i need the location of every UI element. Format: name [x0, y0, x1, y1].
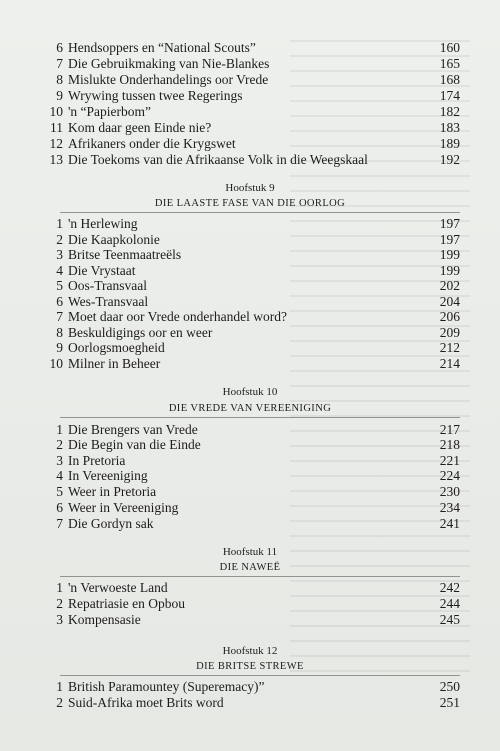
- toc-entry: [40, 136, 460, 152]
- section-divider: [60, 576, 460, 577]
- toc-entry: [40, 422, 460, 438]
- toc-entry: [40, 453, 460, 469]
- entry-page-number: 202: [439, 278, 460, 293]
- entry-title: Moet daar oor Vrede onderhandel word?: [68, 309, 287, 324]
- toc-entry: [40, 88, 460, 104]
- toc-entry: [40, 216, 460, 232]
- entry-title: Die Gebruikmaking van Nie-Blankes: [68, 56, 270, 71]
- entry-page-number: 241: [439, 516, 460, 531]
- entry-page-number: 224: [439, 468, 460, 483]
- chapter-label: Hoofstuk 9: [225, 182, 275, 194]
- entry-page-number: 197: [439, 232, 460, 247]
- entry-page-number: 212: [439, 340, 460, 355]
- toc-entry: [40, 104, 460, 120]
- entry-title: British Paramountey (Superemacy)”: [68, 679, 265, 694]
- entry-number: 5: [56, 484, 63, 499]
- entry-page-number: 214: [439, 356, 460, 371]
- entry-page-number: 234: [439, 500, 460, 515]
- toc-entry: [40, 356, 460, 372]
- toc-entry: [40, 152, 460, 168]
- entry-page-number: 244: [439, 596, 460, 611]
- entry-title: In Pretoria: [68, 453, 126, 468]
- toc-entry: [40, 294, 460, 310]
- entry-number: 2: [56, 232, 63, 247]
- entry-number: 2: [56, 695, 63, 710]
- entry-page-number: 221: [439, 453, 460, 468]
- toc-entry: [40, 120, 460, 136]
- entry-title: Oorlogsmoegheid: [68, 340, 165, 355]
- entry-number: 7: [56, 56, 63, 71]
- entry-page-number: 199: [439, 247, 460, 262]
- entry-number: 1: [56, 580, 63, 595]
- toc-entry: [40, 437, 460, 453]
- section-divider: [60, 675, 460, 676]
- toc-entry: [40, 484, 460, 500]
- entry-title: Die Kaapkolonie: [68, 232, 160, 247]
- entry-page-number: 204: [439, 294, 460, 309]
- entry-number: 9: [56, 88, 63, 103]
- entry-title: Die Toekoms van die Afrikaanse Volk in die Weegskaal: [68, 152, 368, 167]
- toc-entry: [40, 340, 460, 356]
- entry-page-number: 230: [439, 484, 460, 499]
- entry-title: Die Begin van die Einde: [68, 437, 201, 452]
- entry-page-number: 192: [439, 152, 460, 167]
- chapter-heading: DIE LAASTE FASE VAN DIE OORLOG: [154, 198, 346, 209]
- toc-entry: [40, 695, 460, 711]
- entry-title: Milner in Beheer: [68, 356, 161, 371]
- entry-page-number: 245: [439, 612, 460, 627]
- entry-title: Wrywing tussen twee Regerings: [68, 88, 243, 103]
- entry-number: 4: [56, 263, 63, 278]
- entry-page-number: 174: [439, 88, 460, 103]
- entry-number: 6: [56, 294, 63, 309]
- toc-entry: [40, 500, 460, 516]
- entry-number: 1: [56, 679, 63, 694]
- entry-page-number: 251: [439, 695, 460, 710]
- entry-title: Repatriasie en Opbou: [68, 596, 185, 611]
- entry-page-number: 182: [439, 104, 460, 119]
- entry-number: 5: [56, 278, 63, 293]
- toc-entry: [40, 56, 460, 72]
- entry-number: 9: [56, 340, 63, 355]
- toc-entry: [40, 325, 460, 341]
- section-divider: [60, 212, 460, 213]
- toc-entry: [40, 612, 460, 628]
- entry-page-number: 242: [439, 580, 460, 595]
- entry-number: 2: [56, 437, 63, 452]
- toc-entry: [40, 596, 460, 612]
- entry-title: Britse Teenmaatreëls: [68, 247, 182, 262]
- entry-title: Beskuldigings oor en weer: [68, 325, 213, 340]
- entry-title: Suid-Afrika moet Brits word: [68, 695, 224, 710]
- entry-number: 7: [56, 516, 63, 531]
- entry-page-number: 168: [439, 72, 460, 87]
- entry-title: In Vereeniging: [68, 468, 148, 483]
- entry-number: 10: [49, 356, 63, 371]
- entry-title: Die Gordyn sak: [68, 516, 154, 531]
- toc-entry: [40, 72, 460, 88]
- entry-page-number: 165: [439, 56, 460, 71]
- entry-number: 6: [56, 500, 63, 515]
- entry-title: Hendsoppers en “National Scouts”: [68, 40, 256, 55]
- chapter-heading: DIE NAWEË: [219, 562, 281, 573]
- entry-title: Weer in Pretoria: [68, 484, 157, 499]
- entry-page-number: 189: [439, 136, 460, 151]
- entry-number: 6: [56, 40, 63, 55]
- entry-number: 2: [56, 596, 63, 611]
- entry-number: 8: [56, 325, 63, 340]
- chapter-label: Hoofstuk 12: [222, 645, 278, 657]
- entry-number: 7: [56, 309, 63, 324]
- toc-entry: [40, 679, 460, 695]
- entry-page-number: 218: [439, 437, 460, 452]
- entry-title: Die Vrystaat: [68, 263, 136, 278]
- chapter-label: Hoofstuk 11: [222, 546, 278, 558]
- toc-entry: [40, 468, 460, 484]
- toc-entry: [40, 309, 460, 325]
- toc-entry: [40, 516, 460, 532]
- chapter-heading: DIE BRITSE STREWE: [196, 661, 304, 672]
- entry-number: 3: [56, 453, 63, 468]
- entry-title: 'n Verwoeste Land: [68, 580, 168, 595]
- entry-title: Oos-Transvaal: [68, 278, 147, 293]
- entry-number: 10: [49, 104, 63, 119]
- entry-title: Weer in Vereeniging: [68, 500, 179, 515]
- entry-page-number: 250: [439, 679, 460, 694]
- entry-page-number: 183: [439, 120, 460, 135]
- toc-entry: [40, 232, 460, 248]
- entry-title: Mislukte Onderhandelings oor Vrede: [68, 72, 269, 87]
- entry-number: 3: [56, 247, 63, 262]
- entry-title: Kom daar geen Einde nie?: [68, 120, 212, 135]
- entry-page-number: 209: [439, 325, 460, 340]
- entry-number: 1: [56, 422, 63, 437]
- entry-number: 4: [56, 468, 63, 483]
- chapter-heading: DIE VREDE VAN VEREENIGING: [168, 403, 332, 414]
- entry-number: 11: [50, 120, 63, 135]
- entry-title: Die Brengers van Vrede: [68, 422, 198, 437]
- entry-title: 'n “Papierbom”: [68, 104, 152, 119]
- entry-title: Kompensasie: [68, 612, 141, 627]
- entry-title: Wes-Transvaal: [68, 294, 149, 309]
- toc-entry: [40, 247, 460, 263]
- entry-number: 3: [56, 612, 63, 627]
- chapter-label: Hoofstuk 10: [222, 386, 278, 398]
- entry-number: 13: [49, 152, 63, 167]
- entry-title: Afrikaners onder die Krygswet: [68, 136, 236, 151]
- toc-entry: [40, 580, 460, 596]
- entry-title: 'n Herlewing: [68, 216, 138, 231]
- entry-page-number: 206: [439, 309, 460, 324]
- entry-page-number: 160: [439, 40, 460, 55]
- section-divider: [60, 417, 460, 418]
- toc-entry: [40, 40, 460, 56]
- toc-entry: [40, 263, 460, 279]
- entry-number: 1: [56, 216, 63, 231]
- entry-number: 12: [49, 136, 63, 151]
- entry-page-number: 199: [439, 263, 460, 278]
- entry-page-number: 217: [439, 422, 460, 437]
- toc-entry: [40, 278, 460, 294]
- entry-number: 8: [56, 72, 63, 87]
- entry-page-number: 197: [439, 216, 460, 231]
